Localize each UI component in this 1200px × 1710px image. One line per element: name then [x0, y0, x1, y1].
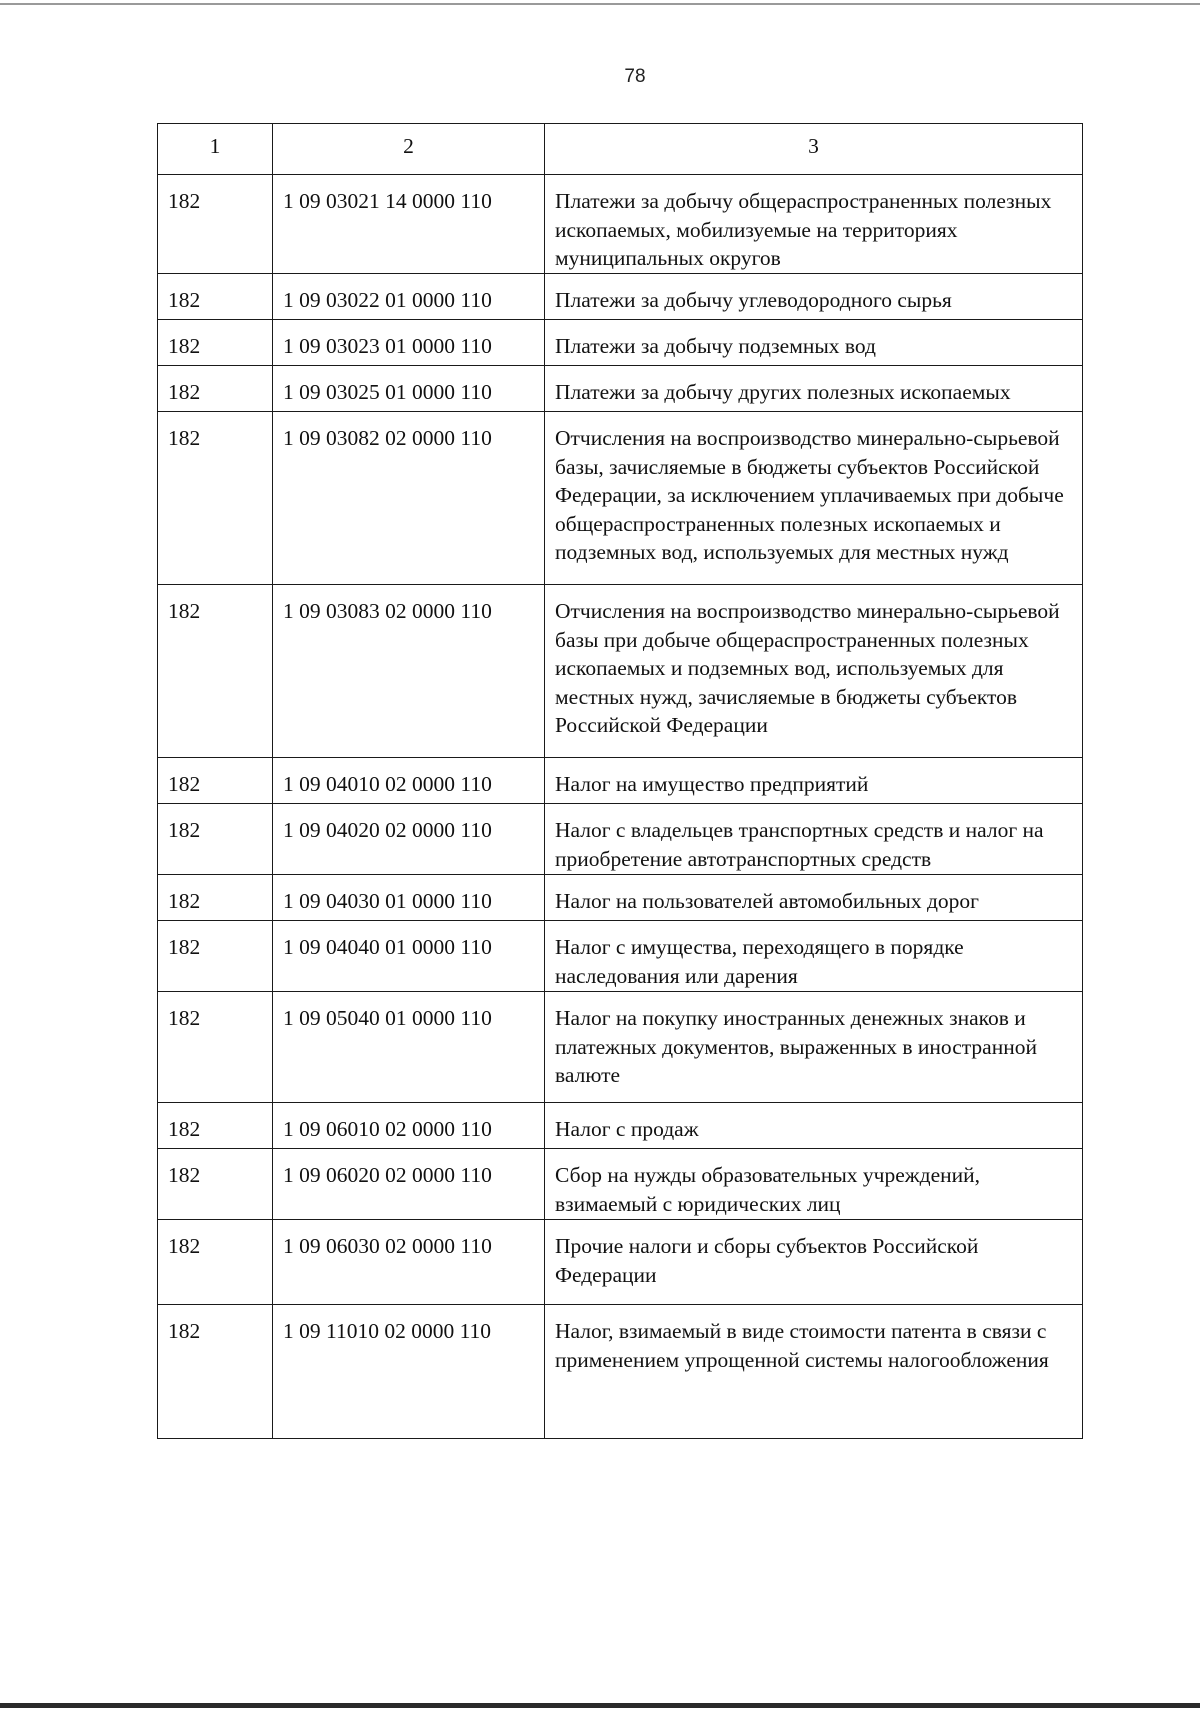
admin-code-cell: 182 [158, 585, 273, 758]
kbk-code-cell: 1 09 03021 14 0000 110 [273, 175, 545, 274]
description-cell: Налог с владельцев транспортных средств и налог на приобретение автотранспортных средств [545, 804, 1083, 875]
kbk-code-cell: 1 09 05040 01 0000 110 [273, 992, 545, 1103]
description-cell: Платежи за добычу общераспространенных полезных ископаемых, мобилизуемые на территориях муниципальных округов [545, 175, 1083, 274]
description-cell: Платежи за добычу углеводородного сырья [545, 274, 1083, 320]
table-row [158, 585, 1083, 758]
admin-code-cell: 182 [158, 274, 273, 320]
scan-edge-top [0, 3, 1200, 5]
admin-code-cell: 182 [158, 1305, 273, 1439]
kbk-code-cell: 1 09 06030 02 0000 110 [273, 1220, 545, 1305]
description-cell: Платежи за добычу подземных вод [545, 320, 1083, 366]
description-cell: Платежи за добычу других полезных ископаемых [545, 366, 1083, 412]
admin-code-cell: 182 [158, 412, 273, 585]
kbk-code-cell: 1 09 04010 02 0000 110 [273, 758, 545, 804]
table-header-row [158, 124, 1083, 175]
admin-code-cell: 182 [158, 921, 273, 992]
admin-code-cell: 182 [158, 366, 273, 412]
description-cell: Отчисления на воспроизводство минерально-сырьевой базы, зачисляемые в бюджеты субъектов Российской Федерации, за исключением уплачиваемых при добыче общераспространенных полезных ископаемых и подземных вод, используемых для местных нужд [545, 412, 1083, 585]
kbk-code-cell: 1 09 06010 02 0000 110 [273, 1103, 545, 1149]
kbk-code-cell: 1 09 03025 01 0000 110 [273, 366, 545, 412]
description-cell: Налог на покупку иностранных денежных знаков и платежных документов, выраженных в иностранной валюте [545, 992, 1083, 1103]
admin-code-cell: 182 [158, 1220, 273, 1305]
table-row [158, 1220, 1083, 1305]
admin-code-cell: 182 [158, 320, 273, 366]
table-row [158, 412, 1083, 585]
column-header-2: 2 [273, 124, 545, 175]
admin-code-cell: 182 [158, 1103, 273, 1149]
table-row [158, 175, 1083, 274]
admin-code-cell: 182 [158, 758, 273, 804]
description-cell: Прочие налоги и сборы субъектов Российской Федерации [545, 1220, 1083, 1305]
column-header-3: 3 [545, 124, 1083, 175]
table-row [158, 921, 1083, 992]
table-row [158, 875, 1083, 921]
column-header-1: 1 [158, 124, 273, 175]
description-cell: Сбор на нужды образовательных учреждений, взимаемый с юридических лиц [545, 1149, 1083, 1220]
kbk-code-cell: 1 09 04040 01 0000 110 [273, 921, 545, 992]
kbk-code-cell: 1 09 03023 01 0000 110 [273, 320, 545, 366]
table-row [158, 1149, 1083, 1220]
description-cell: Отчисления на воспроизводство минерально-сырьевой базы при добыче общераспространенных полезных ископаемых и подземных вод, используемых для местных нужд, зачисляемые в бюджеты субъектов Российской Федерации [545, 585, 1083, 758]
kbk-code-cell: 1 09 04030 01 0000 110 [273, 875, 545, 921]
admin-code-cell: 182 [158, 175, 273, 274]
budget-codes-table [157, 123, 1083, 1439]
description-cell: Налог на пользователей автомобильных дорог [545, 875, 1083, 921]
description-cell: Налог на имущество предприятий [545, 758, 1083, 804]
admin-code-cell: 182 [158, 875, 273, 921]
description-cell: Налог, взимаемый в виде стоимости патента в связи с применением упрощенной системы налогообложения [545, 1305, 1083, 1439]
scan-edge-bottom [0, 1703, 1200, 1708]
table-row [158, 1305, 1083, 1439]
table-row [158, 992, 1083, 1103]
kbk-code-cell: 1 09 03083 02 0000 110 [273, 585, 545, 758]
kbk-code-cell: 1 09 11010 02 0000 110 [273, 1305, 545, 1439]
table-row [158, 1103, 1083, 1149]
admin-code-cell: 182 [158, 992, 273, 1103]
table-row [158, 320, 1083, 366]
kbk-code-cell: 1 09 03022 01 0000 110 [273, 274, 545, 320]
page-number: 78 [624, 66, 646, 87]
admin-code-cell: 182 [158, 804, 273, 875]
description-cell: Налог с продаж [545, 1103, 1083, 1149]
table-row [158, 366, 1083, 412]
table-row [158, 758, 1083, 804]
table-row [158, 274, 1083, 320]
description-cell: Налог с имущества, переходящего в порядке наследования или дарения [545, 921, 1083, 992]
kbk-code-cell: 1 09 03082 02 0000 110 [273, 412, 545, 585]
admin-code-cell: 182 [158, 1149, 273, 1220]
kbk-code-cell: 1 09 04020 02 0000 110 [273, 804, 545, 875]
kbk-code-cell: 1 09 06020 02 0000 110 [273, 1149, 545, 1220]
table-row [158, 804, 1083, 875]
